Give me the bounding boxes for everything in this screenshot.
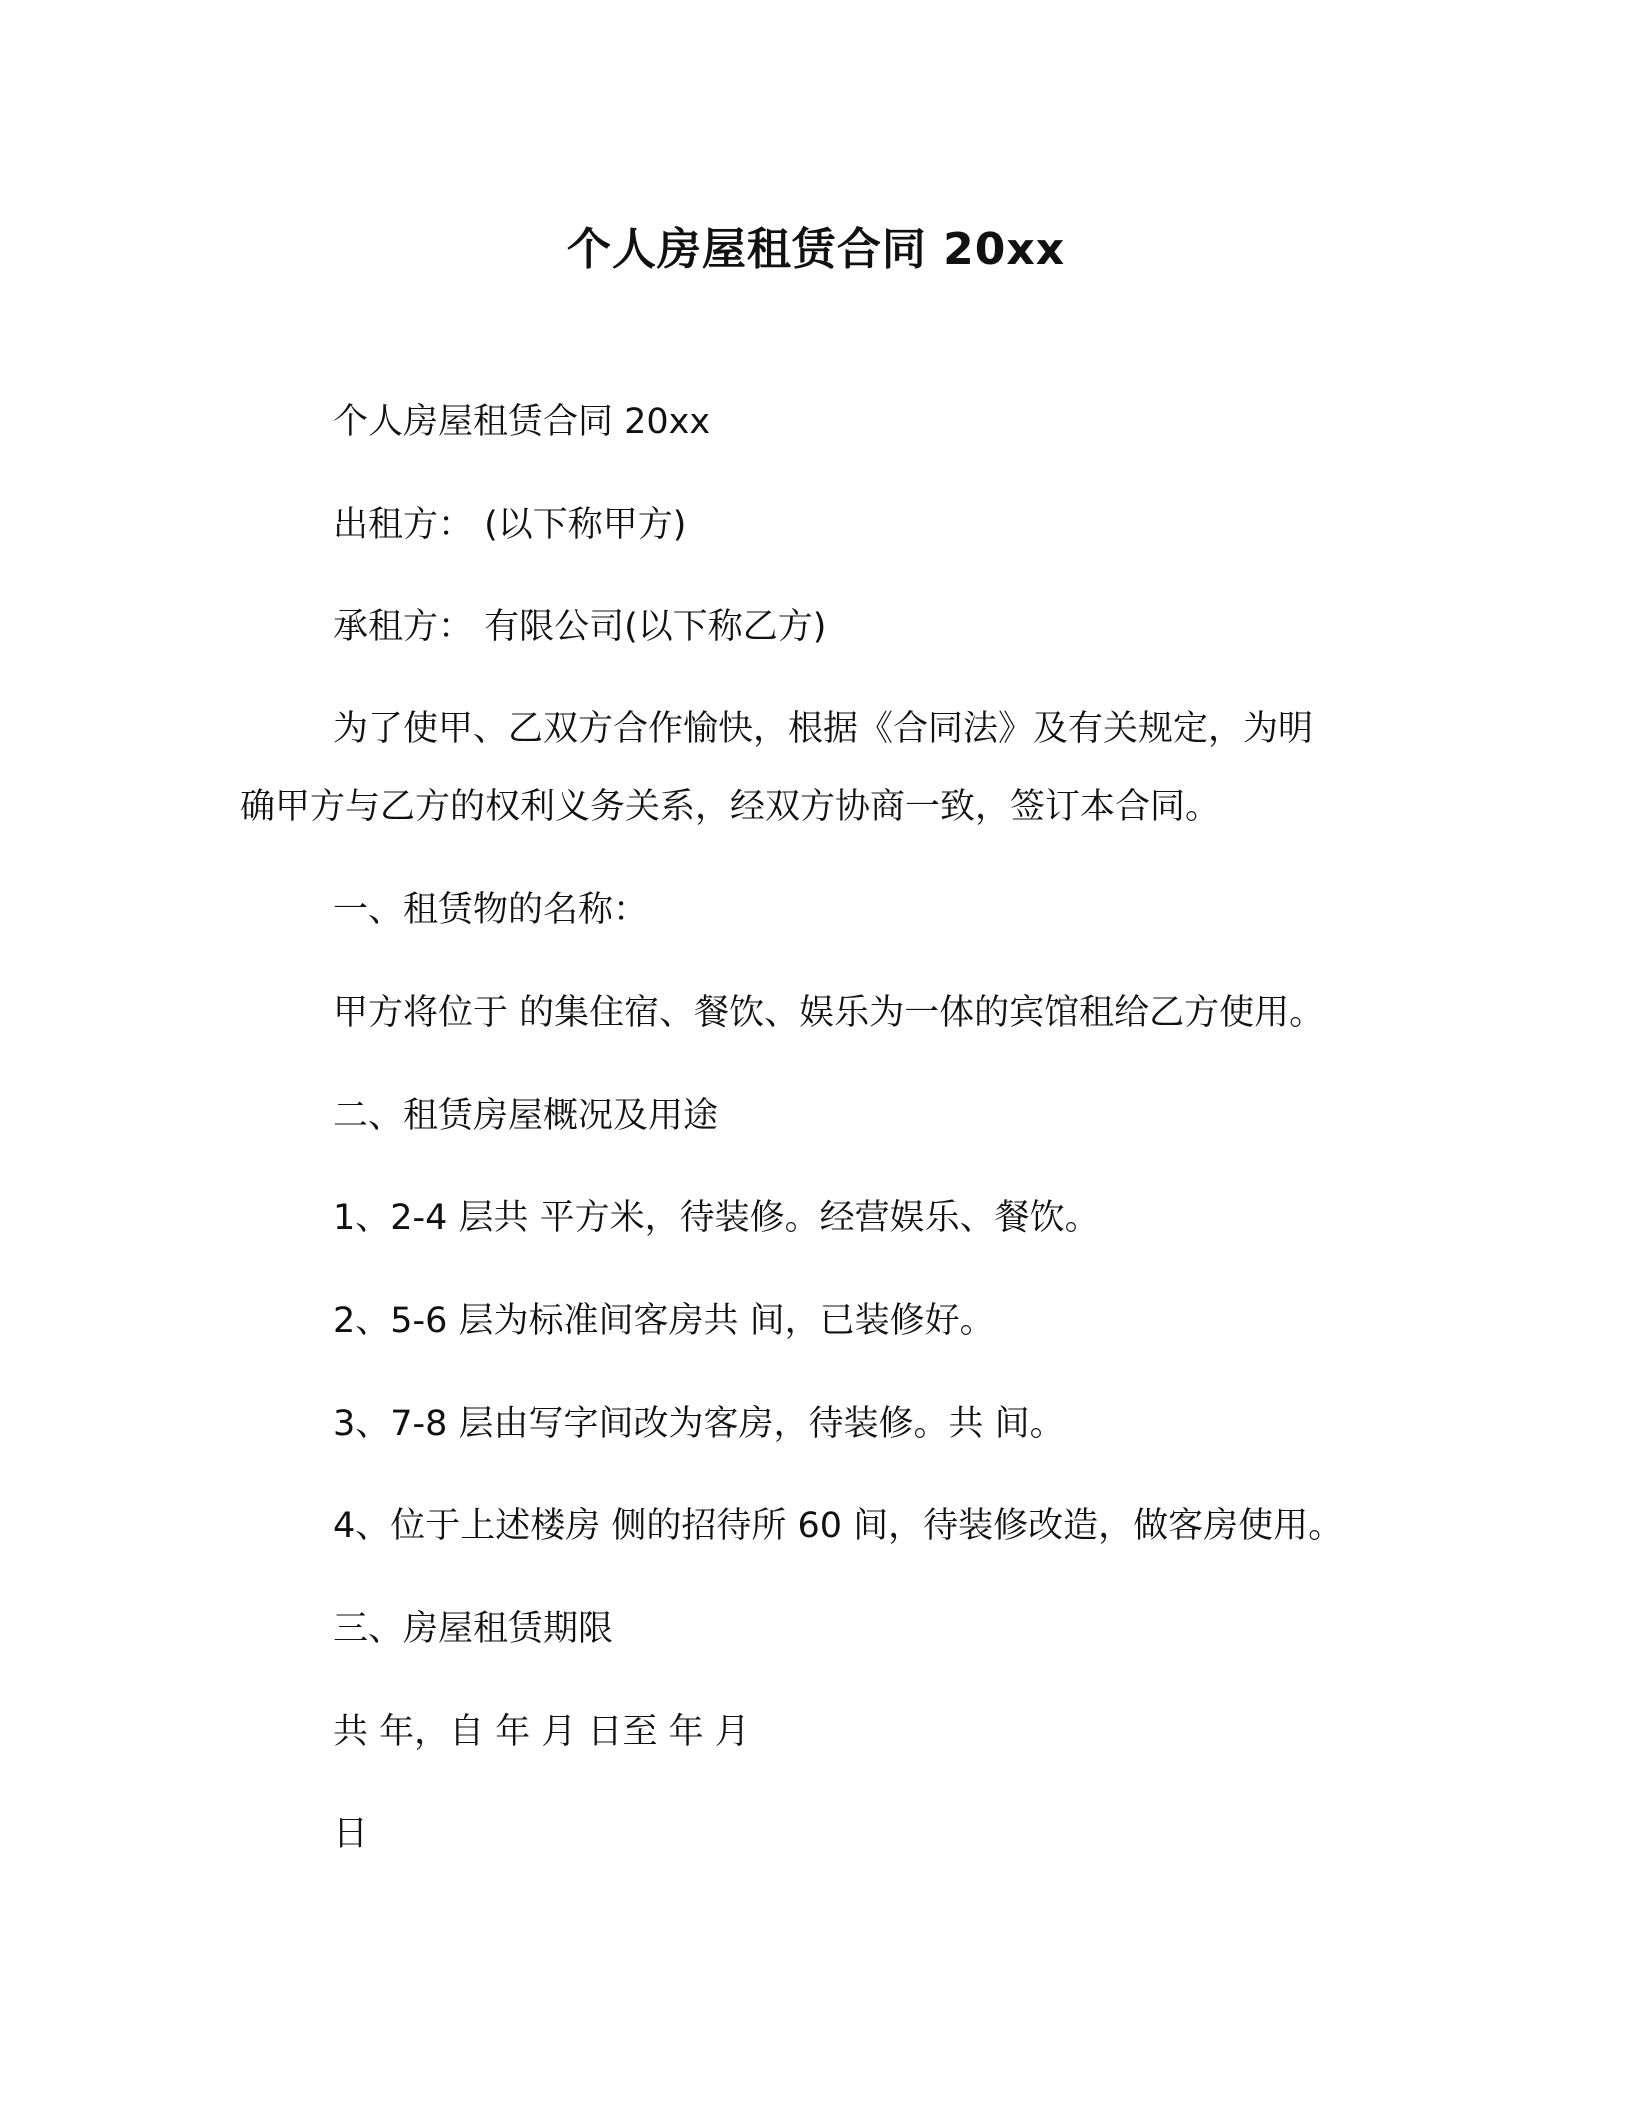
section-2-item-3: 3、7-8 层由写字间改为客房，待装修。共 间。 bbox=[333, 1404, 1065, 1444]
contract-heading-line: 个人房屋租赁合同 20xx bbox=[333, 402, 711, 442]
preamble-line-2: 确甲方与乙方的权利义务关系，经双方协商一致，签订本合同。 bbox=[240, 787, 1221, 827]
section-2-item-4: 4、位于上述楼房 侧的招待所 60 间，待装修改造，做客房使用。 bbox=[333, 1506, 1344, 1546]
section-3-heading: 三、房屋租赁期限 bbox=[333, 1609, 614, 1649]
section-1-text: 甲方将位于 的集住宿、餐饮、娱乐为一体的宾馆租给乙方使用。 bbox=[333, 993, 1325, 1033]
section-2-heading: 二、租赁房屋概况及用途 bbox=[333, 1096, 719, 1136]
lease-term-line: 共 年，自 年 月 日至 年 月 bbox=[333, 1712, 750, 1752]
lease-term-day-line: 日 bbox=[333, 1814, 369, 1854]
section-1-heading: 一、租赁物的名称： bbox=[333, 890, 649, 930]
lessor-line: 出租方： (以下称甲方) bbox=[333, 505, 687, 545]
document-title: 个人房屋租赁合同 20xx bbox=[566, 224, 1066, 275]
section-2-item-1: 1、2-4 层共 平方米，待装修。经营娱乐、餐饮。 bbox=[333, 1198, 1100, 1238]
section-2-item-2: 2、5-6 层为标准间客房共 间，已装修好。 bbox=[333, 1301, 995, 1341]
preamble-line-1: 为了使甲、乙双方合作愉快，根据《合同法》及有关规定，为明 bbox=[333, 709, 1314, 749]
lessee-line: 承租方： 有限公司(以下称乙方) bbox=[333, 607, 827, 647]
